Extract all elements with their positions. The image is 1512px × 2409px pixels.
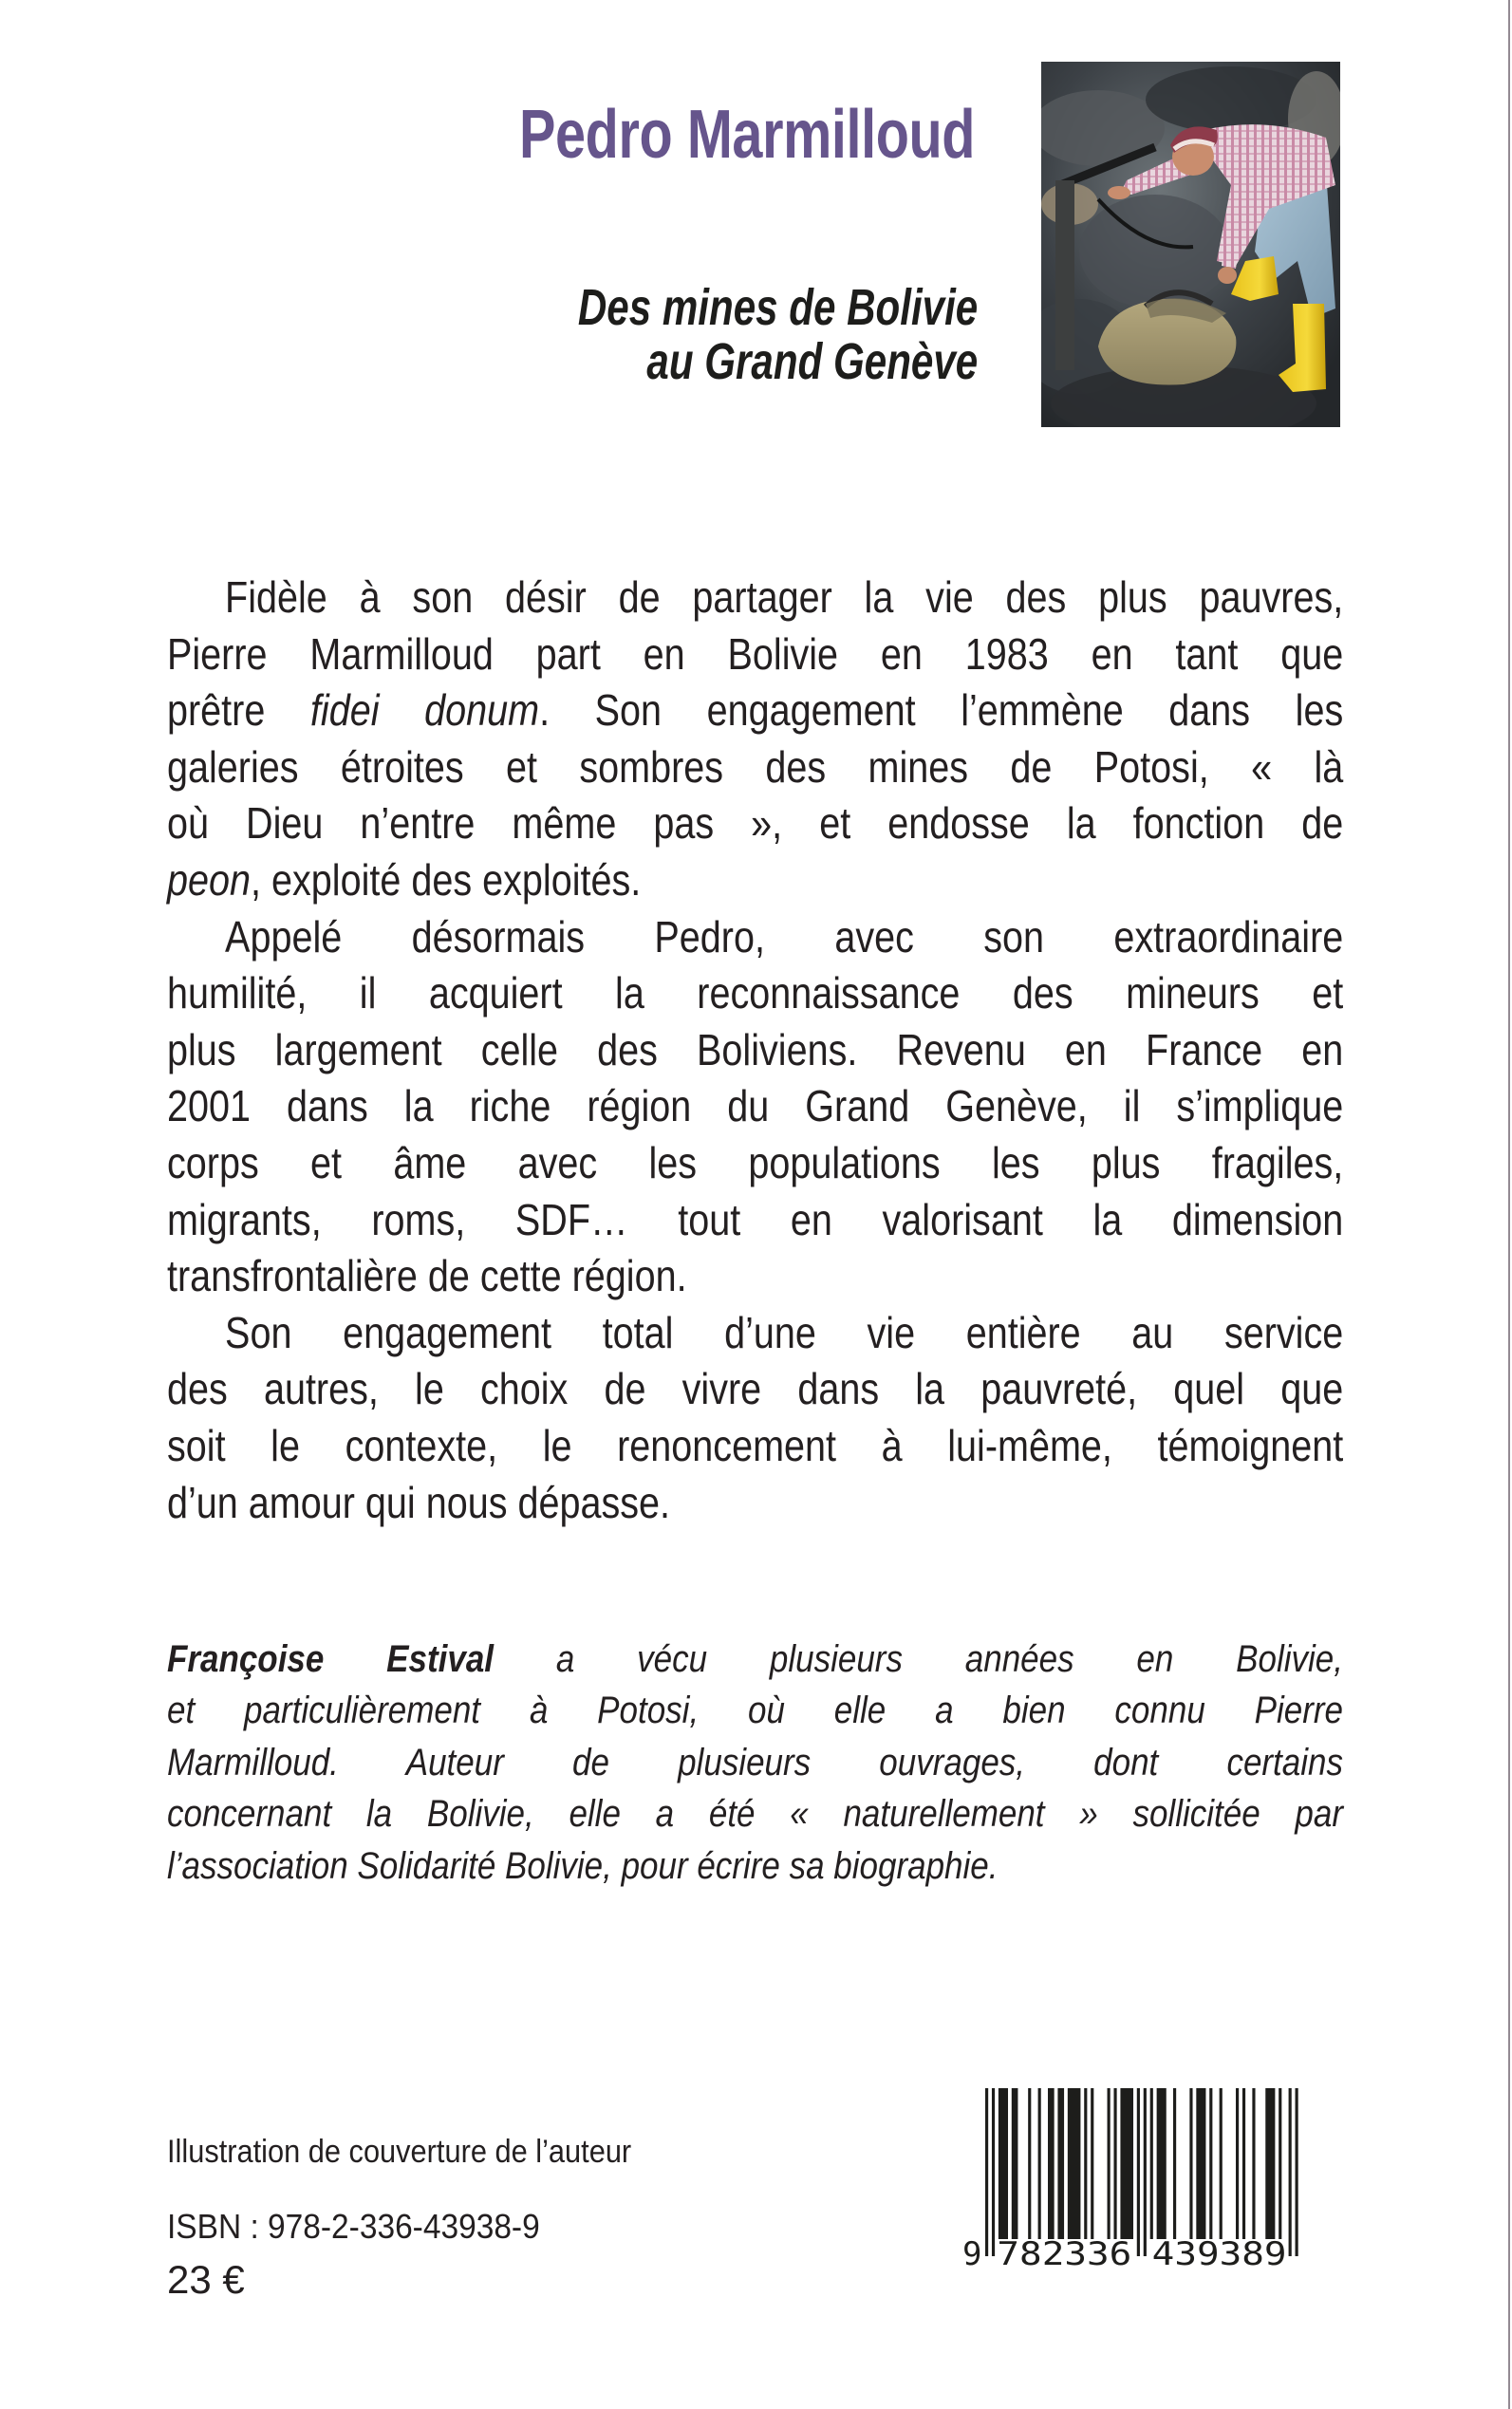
barcode-bar bbox=[1038, 2088, 1041, 2239]
cover-photo-miner-icon bbox=[1041, 62, 1340, 427]
blurb-line bbox=[167, 1022, 1343, 1079]
blurb-emphasis: fidei donum bbox=[309, 685, 540, 736]
barcode-bar bbox=[1057, 2088, 1064, 2239]
barcode-bar bbox=[1196, 2088, 1205, 2239]
blurb-line bbox=[167, 795, 1343, 852]
barcode-bar bbox=[1209, 2088, 1212, 2239]
blurb-line bbox=[167, 1361, 1343, 1418]
blurb-line bbox=[167, 852, 1343, 909]
blurb-text: Son engagement total d’une vie entière au service bbox=[225, 1307, 1344, 1357]
barcode-guard-bar bbox=[1144, 2088, 1147, 2256]
barcode-bar bbox=[1265, 2088, 1275, 2239]
blurb-text: Fidèle à son désir de partager la vie des plus pauvres, bbox=[225, 572, 1344, 622]
barcode-bar bbox=[1108, 2088, 1111, 2239]
barcode-bar bbox=[999, 2088, 1008, 2239]
blurb-line bbox=[167, 965, 1343, 1022]
bio-line: Marmilloud. Auteur de plusieurs ouvrages, dont certains bbox=[167, 1741, 1343, 1783]
bio-author-name: Françoise Estival bbox=[167, 1638, 495, 1680]
bio-line: concernant la Bolivie, elle a été « naturellement » sollicitée par bbox=[167, 1793, 1343, 1836]
blurb-line bbox=[167, 1192, 1343, 1249]
barcode-bar bbox=[1242, 2088, 1245, 2239]
blurb-line bbox=[167, 909, 1343, 966]
illustration-credit: Illustration de couverture de l’auteur bbox=[167, 2134, 632, 2170]
bio-line bbox=[167, 1634, 1343, 1685]
blurb-text: transfrontalière de cette région. bbox=[167, 1251, 687, 1301]
cover-photo bbox=[1041, 62, 1340, 427]
barcode-bar bbox=[1012, 2088, 1018, 2239]
blurb-text: prêtre bbox=[167, 685, 310, 736]
bio-line: l’association Solidarité Bolivie, pour écrire sa biographie. bbox=[167, 1844, 999, 1887]
blurb-line bbox=[167, 1305, 1343, 1362]
blurb-line bbox=[167, 1248, 1343, 1305]
barcode-guard-bar bbox=[1137, 2088, 1140, 2256]
barcode-bar bbox=[1113, 2088, 1116, 2239]
blurb-text: plus largement celle des Boliviens. Revenu en France en bbox=[167, 1024, 1344, 1074]
blurb-text: Pierre Marmilloud part en Bolivie en 1983 en tant que bbox=[167, 628, 1344, 679]
isbn-text: ISBN : 978-2-336-43938-9 bbox=[167, 2207, 540, 2246]
barcode-bar bbox=[1120, 2088, 1133, 2239]
back-cover-blurb bbox=[167, 570, 1512, 1531]
barcode-bar bbox=[1028, 2088, 1031, 2239]
blurb-line bbox=[167, 1475, 1343, 1532]
blurb-line bbox=[167, 739, 1343, 796]
title-block bbox=[519, 93, 975, 177]
blurb-line bbox=[167, 626, 1343, 683]
barcode-bars bbox=[985, 2088, 1298, 2256]
bio-text: a vécu plusieurs années en Bolivie, bbox=[494, 1638, 1343, 1680]
ean13-barcode bbox=[957, 2084, 1317, 2274]
author-bio bbox=[167, 1634, 1511, 1892]
barcode-bar bbox=[1084, 2088, 1087, 2239]
blurb-text: Appelé désormais Pedro, avec son extraordinaire bbox=[225, 911, 1344, 962]
blurb-emphasis: peon bbox=[167, 854, 252, 905]
barcode-guard-bar bbox=[1296, 2088, 1298, 2256]
blurb-line bbox=[167, 1078, 1343, 1135]
barcode-bar bbox=[1068, 2088, 1081, 2239]
barcode-bar bbox=[1173, 2088, 1176, 2239]
barcode-bar bbox=[1236, 2088, 1239, 2239]
barcode-left-digits: 782336 bbox=[997, 2235, 1132, 2273]
blurb-text: où Dieu n’entre même pas », et endosse la fonction de bbox=[167, 798, 1344, 849]
blurb-text: corps et âme avec les populations les plus fragiles, bbox=[167, 1137, 1344, 1187]
barcode-guard-bar bbox=[985, 2088, 988, 2256]
blurb-line bbox=[167, 570, 1343, 626]
barcode-bar bbox=[1048, 2088, 1055, 2239]
blurb-line bbox=[167, 1418, 1343, 1475]
barcode-guard-bar bbox=[992, 2088, 995, 2256]
barcode-bar bbox=[1091, 2088, 1093, 2239]
subtitle-line: Des mines de Bolivie bbox=[577, 279, 978, 336]
blurb-line bbox=[167, 1135, 1343, 1192]
barcode-bar bbox=[1189, 2088, 1192, 2239]
blurb-text: migrants, roms, SDF… tout en valorisant la dimension bbox=[167, 1194, 1344, 1244]
blurb-text: d’un amour qui nous dépasse. bbox=[167, 1477, 671, 1527]
barcode-bar bbox=[1157, 2088, 1167, 2239]
blurb-line bbox=[167, 682, 1343, 739]
blurb-text: . Son engagement l’emmène dans les bbox=[539, 685, 1344, 736]
blurb-text: , exploité des exploités. bbox=[251, 854, 642, 905]
subtitle-block bbox=[578, 281, 978, 389]
bio-line: et particulièrement à Potosi, où elle a bien connu Pierre bbox=[167, 1690, 1343, 1732]
blurb-text: humilité, il acquiert la reconnaissance des mineurs et bbox=[167, 968, 1344, 1018]
barcode-guard-bar bbox=[1289, 2088, 1292, 2256]
subtitle-line: au Grand Genève bbox=[646, 333, 978, 390]
blurb-text: 2001 dans la riche région du Grand Genève, il s’implique bbox=[167, 1081, 1344, 1131]
barcode-bar bbox=[1252, 2088, 1255, 2239]
barcode-right-digits: 439389 bbox=[1151, 2235, 1287, 2273]
barcode-bar bbox=[1279, 2088, 1281, 2239]
barcode-first-digit: 9 bbox=[962, 2235, 982, 2273]
blurb-text: galeries étroites et sombres des mines de Potosi, « là bbox=[167, 741, 1344, 792]
blurb-text: des autres, le choix de vivre dans la pauvreté, quel que bbox=[167, 1364, 1344, 1414]
barcode-bar bbox=[1220, 2088, 1223, 2239]
price-text: 23 € bbox=[167, 2257, 245, 2302]
blurb-text: soit le contexte, le renoncement à lui-même, témoignent bbox=[167, 1420, 1344, 1470]
barcode-bar bbox=[1150, 2088, 1153, 2239]
book-title: Pedro Marmilloud bbox=[518, 97, 975, 173]
